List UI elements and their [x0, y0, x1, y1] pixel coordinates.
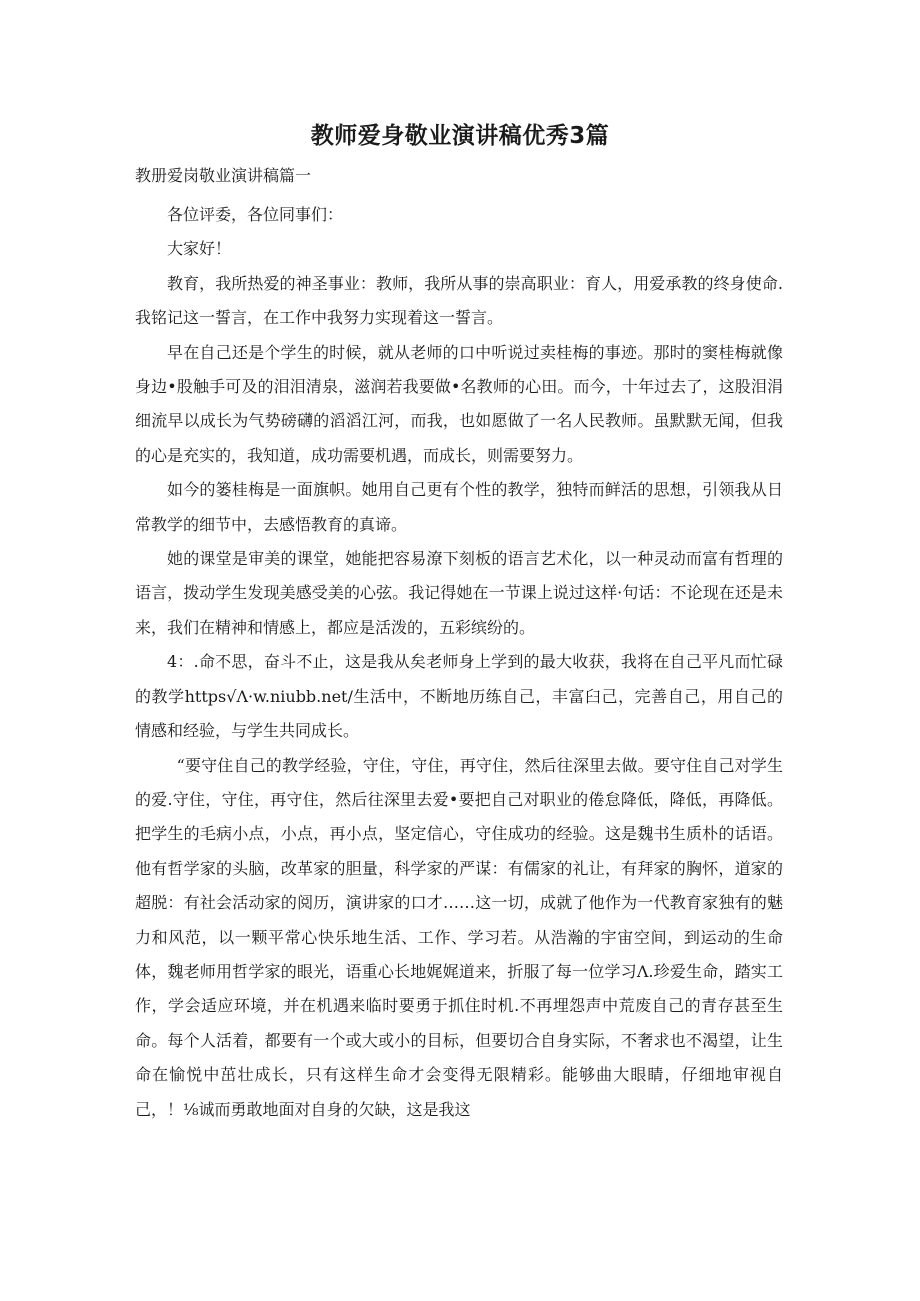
document-body [135, 198, 783, 1127]
document-title: 教师爱身敬业演讲稿优秀3篇 [310, 123, 610, 149]
salutation-paragraph: 大家好！ [167, 239, 232, 259]
body-paragraph: 如今的篓桂梅是一面旗帜。她用自己更有个性的教学，独特而鲜活的思想，引领我从日常教学的细节中，去感悟教育的真谛。 [135, 480, 783, 534]
body-paragraph: 她的课堂是审美的课堂，她能把容易潦下刻板的语言艺术化，以一种灵动而富有哲理的语言，拨动学生发现美感受美的心弦。我记得她在一节课上说过这样·句话：不论现在还是未来，我们在精神和情感上，都应是活泼的，五彩缤纷的。 [135, 549, 783, 637]
greeting-paragraph: 各位评委，各位同事们： [167, 205, 344, 224]
body-paragraph: 教育，我所热爱的神圣事业：教师，我所从事的崇高职业：育人，用爱承教的终身使命.我铭记这一誓言，在工作中我努力实现着这一誓言。 [135, 273, 783, 328]
body-paragraph: 早在自己还是个学生的时候，就从老师的口中听说过卖桂梅的事迹。那时的窦桂梅就像身边•股触手可及的泪泪清泉，滋润若我要做•名教师的心田。而今，十年过去了，这股泪涓细流早以成长为气势磅礴的滔滔江河，而我，也如愿做了一名人民教师。虽默默无闻，但我的心是充实的，我知道，成功需要机遇，而成长，则需要努力。 [135, 342, 783, 465]
quote-paragraph: “要守住自己的教学经验，守住，守住，再守住，然后往深里去做。要守住自己对学生的爱.守住，守住，再守住，然后往深里去爱•要把自己对职业的倦怠降低，降低，再降低。把学生的毛病小点，小点，再小点，坚定信心，守住成功的经验。这是魏书生质朴的话语。他有哲学家的头脑，改革家的胆量，科学家的严谋：有儒家的礼让，有拜家的胸怀，道家的超脱：有社会活动家的阅历，演讲家的口才……这一切，成就了他作为一代教育家独有的魅力和风范，以一颗平常心快乐地生活、工作、学习若。从浩瀚的宇宙空间，到运动的生命体，魏老师用哲学家的眼光，语重心长地娓娓道来，折服了每一位学习Λ.珍爱生命，踏实工作，学会适应环境，并在机遇来临时要勇于抓住时机.不再埋怨声中荒废自己的青存甚至生命。每个人活着，都要有一个或大或小的目标，但要切合自身实际，不奢求也不渴望，让生命在愉悦中茁壮成长，只有这样生命才会变得无限精彩。能够曲大眼睛，仔细地审视自己，！⅛诚而勇敢地面对自身的欠缺，这是我这 [135, 755, 783, 1119]
body-paragraph: 4：.命不思，奋斗不止，这是我从矣老师身上学到的最大收获，我将在自己平凡而忙碌的教学https√Λ·w.niubb.net/生活中，不断地历练自己，丰富臼己，完善自己，用自己的情感和经验，与学生共同成长。 [135, 652, 783, 741]
section-heading: 教册爱岗敬业演讲稿篇一 [135, 166, 312, 185]
